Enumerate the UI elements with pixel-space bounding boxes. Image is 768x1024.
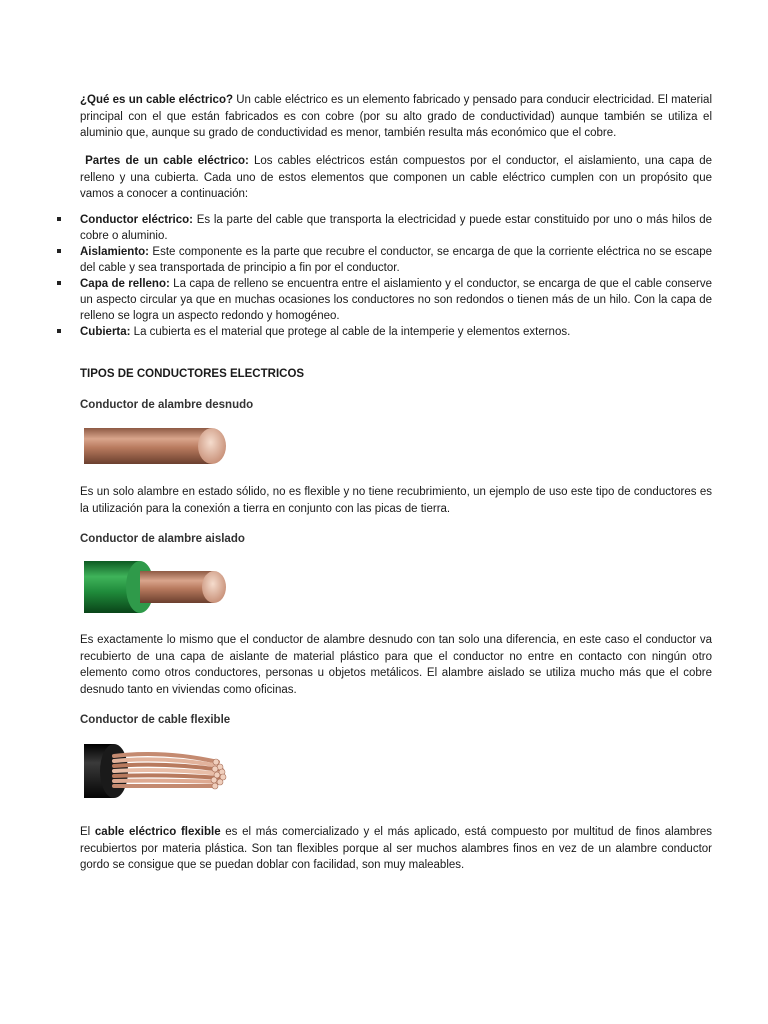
list-item-term: Cubierta: (80, 326, 131, 338)
flexible-desc: es el más comercializado y el más aplicado, está compuesto por multitud de finos alambres recubiertos por materia plástica. Son tan flexibles porque al ser muchos alambres finos en vez de un alambre conductor gordo se consigue que se puedan doblar con facilidad, son muy maleables. (80, 826, 712, 871)
list-item (0, 276, 712, 324)
copper-core-end (202, 571, 226, 603)
insulated-wire-image (84, 559, 230, 615)
copper-strands (114, 754, 222, 786)
flexible-prefix: El (80, 826, 95, 838)
flexible-bold-term: cable eléctrico flexible (94, 826, 221, 838)
bullet-mark (57, 329, 61, 333)
parts-list (0, 212, 768, 340)
list-item-desc: Este componente es la parte que recubre el conductor, se encarga de que la corriente eléctrica no se escape del cable y sea transportada de principio a fin por el conductor. (80, 246, 712, 274)
bare-wire-title: Conductor de alambre desnudo (80, 399, 254, 411)
flexible-cable-text (80, 824, 712, 874)
bare-wire-text: Es un solo alambre en estado sólido, no es flexible y no tiene recubrimiento, un ejemplo de uso este tipo de conductores es la utilización para la conexión a tierra en conjunto con las picas de tierra. (80, 486, 712, 515)
bare-copper-wire-image (84, 424, 230, 468)
parts-text: Los cables eléctricos están compuestos por el conductor, el aislamiento, una capa de relleno y una cubierta. Cada uno de estos elementos que componen un cable eléctrico cumplen con un propósito que vamos a conocer a continuación: (80, 155, 712, 200)
list-item-desc: La cubierta es el material que protege al cable de la intemperie y elementos externos. (130, 326, 571, 338)
bullet-mark (57, 249, 61, 253)
parts-paragraph (80, 153, 712, 203)
list-item (0, 212, 712, 244)
insulated-wire-text: Es exactamente lo mismo que el conductor de alambre desnudo con tan solo una diferencia, en este caso el conductor va recubierto de una capa de aislante de material plástico para que el conductor no entre en contacto con ningún otro elemento como otros conductores, personas u objetos metálicos. El alambre aislado se utiliza mucho más que el cobre desnudo tanto en viviendas como oficinas. (80, 634, 712, 696)
flexible-cable-image (84, 742, 230, 800)
insulated-wire-title: Conductor de alambre aislado (80, 533, 245, 545)
list-item (0, 244, 712, 276)
list-item-desc: Es la parte del cable que transporta la electricidad y puede estar constituido por uno o más hilos de cobre o aluminio. (80, 214, 712, 242)
list-item-term: Aislamiento: (80, 246, 150, 258)
list-item (0, 324, 712, 340)
list-item-term: Conductor eléctrico: (80, 214, 193, 226)
list-item-term: Capa de relleno: (80, 278, 170, 290)
wire-end (198, 428, 226, 464)
flexible-cable-title: Conductor de cable flexible (80, 714, 231, 726)
bullet-mark (57, 217, 61, 221)
intro-text: Un cable eléctrico es un elemento fabricado y pensado para conducir electricidad. El material principal con el que están fabricados es con cobre (por su alto grado de conductividad) aunque también se utiliza el aluminio que, aunque su grado de conductividad es menor, también resulta más económico que el cobre. (80, 94, 712, 139)
intro-paragraph (80, 92, 712, 142)
bullet-mark (57, 281, 61, 285)
types-heading: TIPOS DE CONDUCTORES ELECTRICOS (80, 368, 305, 380)
intro-question: ¿Qué es un cable eléctrico? (80, 94, 233, 106)
wire-body (84, 428, 212, 464)
list-item-desc: La capa de relleno se encuentra entre el aislamiento y el conductor, se encarga de que el cable conserve un aspecto circular ya que en muchas ocasiones los conductores no son redondos o tienen más de un hilo. Con la capa de relleno se logra un aspecto redondo y homogéneo. (80, 278, 712, 322)
parts-title: Partes de un cable eléctrico: (85, 155, 249, 167)
